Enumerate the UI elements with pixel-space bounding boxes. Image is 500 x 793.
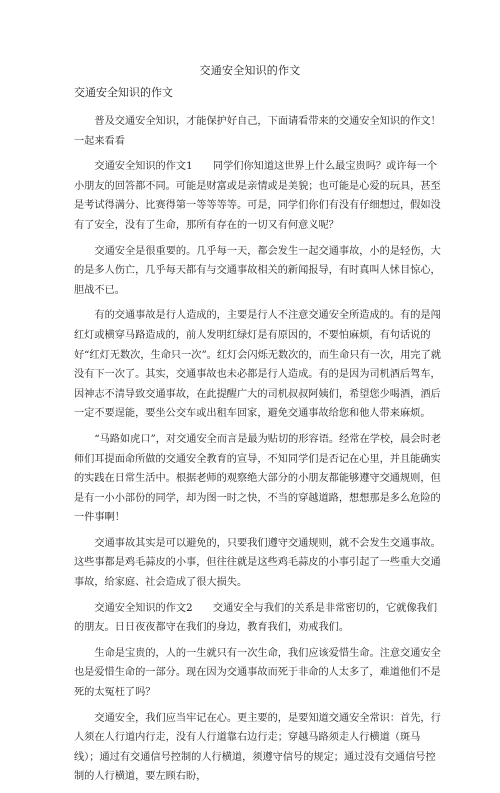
- paragraph: 生命是宝贵的，人的一生就只有一次生命，我们应该爱惜生命。注意交通安全也是爱惜生命的一部分。现在因为交通事故而死于非命的人太多了，难道他们不是死的太冤枉了吗？: [74, 647, 441, 699]
- paragraph: 交通事故其实是可以避免的，只要我们遵守交通规则，就不会发生交通事故。这些事都是鸡毛蒜皮的小事，但往往就是这些鸡毛蒜皮的小事引起了一些重大交通事故，给家庭、社会造成了很大损失。: [74, 537, 441, 589]
- paragraph: “马路如虎口”，对交通安全而言是最为贴切的形容语。经常在学校，晨会时老师们耳提面命所做的交通安全教育的宣导，不知同学们是否记在心里，并且能确实的实践在日常生活中。根据老师的观察绝大部分的小朋友都能够遵守交通规则，但是有一小小部份的同学，却为图一时之快，不当的穿越道路，想想那是多么危险的一件事啊！: [74, 433, 441, 524]
- document-body: [74, 112, 442, 793]
- document-title: 交通安全知识的作文: [199, 64, 301, 77]
- document-subtitle: 交通安全知识的作文: [74, 86, 173, 99]
- paragraph: 交通安全知识的作文2 交通安全与我们的关系是非常密切的，它就像我们的朋友。日日夜夜都守在我们的身边，教育我们，劝戒我们。: [74, 602, 438, 634]
- paragraph-intro: 普及交通安全知识，才能保护好自己，下面请看带来的交通安全知识的作文！一起来看看: [74, 116, 441, 147]
- paragraph: 交通安全知识的作文1 同学们你知道这世界上什么最宝贵吗？或许每一个小朋友的回答都不同。可能是财富或是亲情或是美貌；也可能是心爱的玩具，甚至是考试得满分、比赛得第一等等等等。可是，同学们你们有没有仔细想过，假如没有了安全，没有了生命，那所有存在的一切又有何意义呢？: [74, 161, 441, 231]
- paragraph: 有的交通事故是行人造成的，主要是行人不注意交通安全所造成的。有的是闯红灯或横穿马路造成的，前人发明红绿灯是有原因的，不要怕麻烦，有句话说的好“红灯无数次，生命只一次”。红灯会闪烁无数次的，而生命只有一次，用完了就没有下一次了。其实，交通事故也未必都是行人造成。有的是因为司机酒后驾车，因神志不清导致交通事故，在此提醒广大的司机叔叔阿姨们，希望您少喝酒，酒后一定不要逞能，要坐公交车或出租车回家，避免交通事故给您和他人带来麻烦。: [74, 310, 441, 420]
- paragraph: 交通安全，我们应当牢记在心。更主要的，是要知道交通安全常识：首先，行人须在人行道内行走，没有人行道靠右边行走；穿越马路须走人行横道（斑马线）；通过有交通信号控制的人行横道，须遵守信号的规定；通过没有交通信号控制的人行横道，要左顾右盼，: [74, 712, 441, 783]
- paragraph: 交通安全是很重要的。几乎每一天，都会发生一起交通事故，小的是轻伤，大的是多人伤亡，几乎每天都有与交通事故相关的新闻报导，有时真叫人怵目惊心，胆战不已。: [74, 245, 441, 296]
